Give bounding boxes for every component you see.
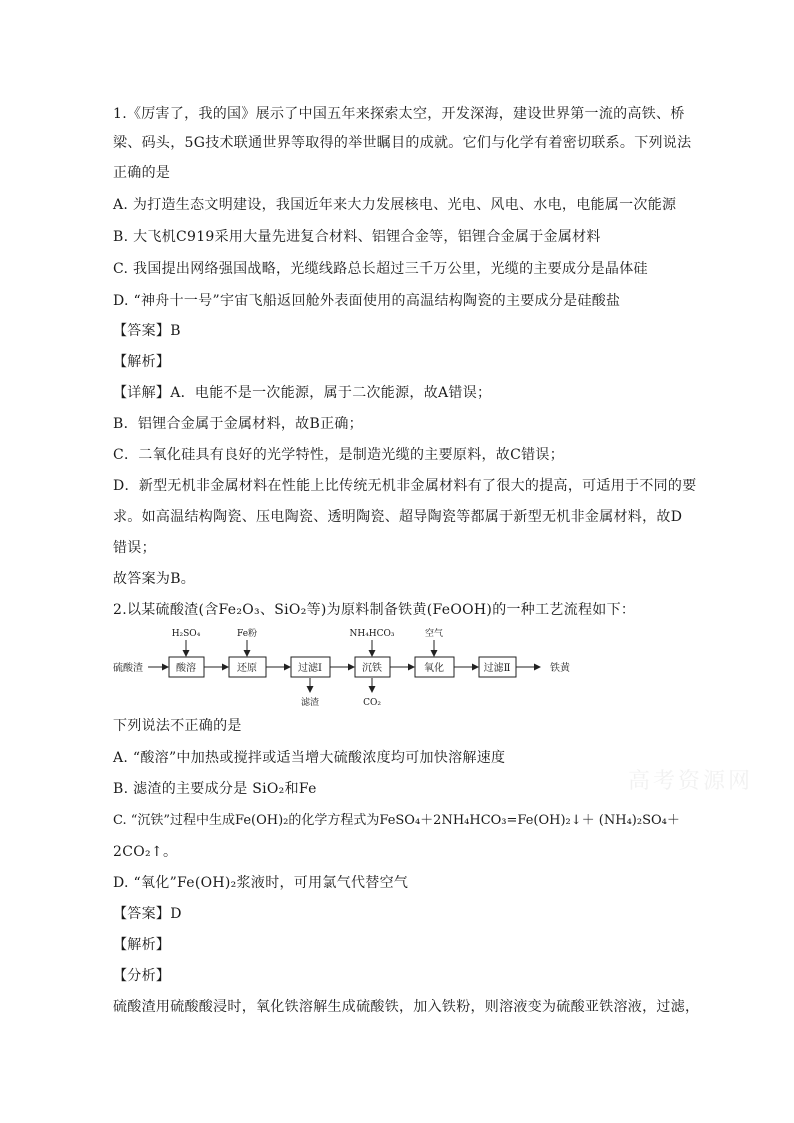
flow-step-2: 还原 [237, 663, 257, 674]
q2-option-c-line-2: 2CO₂↑。 [113, 844, 178, 860]
q2-fenxi-heading: 【分析】 [113, 968, 171, 984]
flow-step-5: 氧化 [424, 663, 444, 674]
flow-step-4: 沉铁 [362, 663, 382, 674]
q2-jiexi-heading: 【解析】 [113, 937, 171, 953]
flow-output-co2: CO₂ [363, 698, 381, 708]
q1-stem-line-2: 梁、码头，5G技术联通世界等取得的举世瞩目的成就。它们与化学有着密切联系。下列说法 [113, 135, 692, 151]
q2-option-d: D. “氧化”Fe(OH)₂浆液时，可用氯气代替空气 [113, 875, 409, 891]
watermark: 高考资源网 [628, 769, 754, 794]
flow-input-air: 空气 [424, 629, 444, 639]
q2-option-a: A. “酸溶”中加热或搅拌或适当增大硫酸浓度均可加快溶解速度 [113, 750, 506, 766]
flow-start-label: 硫酸渣 [113, 663, 143, 674]
flow-input-nh4hco3: NH₄HCO₃ [349, 629, 395, 639]
q1-option-a: A. 为打造生态文明建设，我国近年来大力发展核电、光电、风电、水电，电能属一次能源 [113, 197, 677, 213]
process-flow-diagram [108, 624, 588, 710]
q1-stem-line-1: 1.《厉害了，我的国》展示了中国五年来探索太空，开发深海，建设世界第一流的高铁、桥 [113, 106, 685, 122]
q2-question: 下列说法不正确的是 [113, 718, 242, 734]
q1-detail-d-line-2: 求。如高温结构陶瓷、压电陶瓷、透明陶瓷、超导陶瓷等都属于新型无机非金属材料，故D [113, 509, 683, 525]
flow-end-label: 铁黄 [550, 663, 570, 674]
flow-input-fe-powder: Fe粉 [236, 629, 258, 639]
q1-detail-b: B．铝锂合金属于金属材料，故B正确； [113, 416, 363, 432]
flow-step-3: 过滤Ⅰ [298, 663, 322, 674]
q1-detail-d-line-1: D．新型无机非金属材料在性能上比传统无机非金属材料有了很大的提高，可适用于不同的要 [113, 478, 697, 494]
q2-stem: 2.以某硫酸渣(含Fe₂O₃、SiO₂等)为原料制备铁黄(FeOOH)的一种工艺流程如下： [113, 602, 636, 618]
flow-input-h2so4: H₂SO₄ [171, 629, 201, 639]
flow-step-6: 过滤Ⅱ [483, 663, 511, 674]
q1-detail-c: C．二氧化硅具有良好的光学特性，是制造光缆的主要原料，故C错误； [113, 447, 565, 463]
q2-option-b: B. 滤渣的主要成分是 SiO₂和Fe [113, 781, 317, 797]
q1-conclusion: 故答案为B。 [113, 571, 196, 587]
q1-answer: 【答案】B [113, 323, 181, 339]
q2-answer: 【答案】D [113, 906, 182, 922]
q1-option-b: B. 大飞机C919采用大量先进复合材料、铝锂合金等，铝锂合金属于金属材料 [113, 229, 601, 245]
q1-option-c: C. 我国提出网络强国战略，光缆线路总长超过三千万公里，光缆的主要成分是晶体硅 [113, 261, 648, 277]
q1-detail-a: 【详解】A．电能不是一次能源，属于二次能源，故A错误； [113, 385, 492, 401]
q1-detail-d-line-3: 错误； [113, 540, 156, 556]
flow-output-residue: 滤渣 [300, 698, 320, 708]
q2-analysis-line-1: 硫酸渣用硫酸酸浸时，氧化铁溶解生成硫酸铁，加入铁粉，则溶液变为硫酸亚铁溶液，过滤， [113, 999, 700, 1015]
flow-step-1: 酸溶 [176, 663, 196, 674]
q1-stem-line-3: 正确的是 [113, 165, 171, 181]
q1-jiexi-heading: 【解析】 [113, 354, 171, 370]
q2-option-c-line-1: C. “沉铁”过程中生成Fe(OH)₂的化学方程式为FeSO₄＋2NH₄HCO₃=Fe(OH)₂↓＋ (NH₄)₂SO₄＋ [113, 813, 680, 828]
q1-option-d: D. “神舟十一号”宇宙飞船返回舱外表面使用的高温结构陶瓷的主要成分是硅酸盐 [113, 293, 621, 309]
